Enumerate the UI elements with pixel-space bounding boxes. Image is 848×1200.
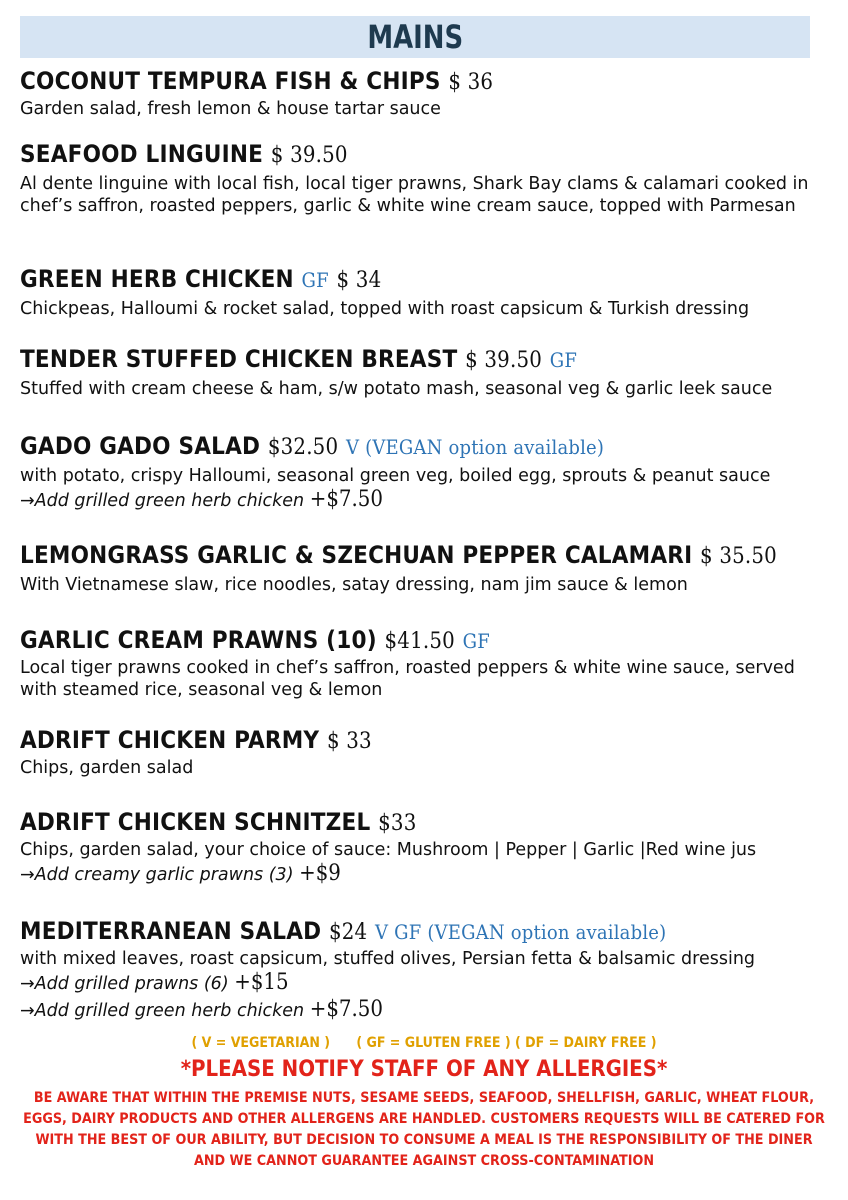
item-price: $41.50 [384, 629, 455, 654]
item-title: GADO GADO SALAD [20, 432, 261, 460]
item-title: ADRIFT CHICKEN PARMY [20, 726, 320, 754]
header-band [20, 16, 810, 58]
item-title: TENDER STUFFED CHICKEN BREAST [20, 345, 458, 373]
item-description: Al dente linguine with local fish, local tiger prawns, Shark Bay clams & calamari cooked in chef’s saffron, roasted peppers, garlic & white wine cream sauce, topped with Parmesan [20, 174, 809, 216]
dietary-tag: V (VEGAN option available) [345, 435, 605, 459]
menu-item-garlic-cream-prawns [20, 625, 830, 701]
menu-item-adrift-chicken-parmy [20, 725, 830, 779]
item-title: SEAFOOD LINGUINE [20, 140, 264, 168]
dietary-tag: GF [462, 629, 490, 653]
item-title: GREEN HERB CHICKEN [20, 265, 294, 293]
dietary-tag: GF [301, 268, 329, 292]
addon-text: →Add grilled prawns (6) [20, 974, 229, 994]
dietary-tag: GF [549, 348, 578, 372]
item-description: Chickpeas, Halloumi & rocket salad, topped with roast capsicum & Turkish dressing [20, 299, 750, 319]
menu-item-lemongrass-calamari [20, 540, 830, 596]
addon-price: +$9 [299, 861, 341, 886]
menu-item-green-herb-chicken [20, 264, 830, 320]
menu-item-coconut-tempura-fish [20, 66, 830, 120]
menu-item-tender-stuffed-chicken [20, 344, 830, 400]
menu-item-adrift-chicken-schnitzel [20, 807, 830, 888]
item-description: Local tiger prawns cooked in chef’s saffron, roasted peppers & white wine sauce, served with steamed rice, seasonal veg & lemon [20, 658, 795, 700]
item-description: With Vietnamese slaw, rice noodles, satay dressing, nam jim sauce & lemon [20, 575, 688, 595]
dietary-legend: ( V = VEGETARIAN ) ( GF = GLUTEN FREE ) ( DF = DAIRY FREE ) [191, 1035, 657, 1051]
menu-item-seafood-linguine [20, 139, 830, 217]
addon-line [20, 861, 830, 888]
item-price: $24 [328, 920, 368, 945]
addon-price: +$15 [234, 970, 289, 995]
allergy-notice-title: *PLEASE NOTIFY STAFF OF ANY ALLERGIES* [180, 1057, 668, 1082]
item-price: $32.50 [267, 435, 339, 460]
item-price: $ 35.50 [700, 544, 777, 569]
item-title: MEDITERRANEAN SALAD [20, 917, 322, 945]
item-price: $ 39.50 [465, 348, 543, 373]
item-description: Stuffed with cream cheese & ham, s/w potato mash, seasonal veg & garlic leek sauce [20, 379, 773, 399]
allergy-notice-text: BE AWARE THAT WITHIN THE PREMISE NUTS, SESAME SEEDS, SEAFOOD, SHELLFISH, GARLIC, WHEAT FLOUR, EGGS, DAIRY PRODUCTS AND OTHER ALLERGENS ARE HANDLED. CUSTOMERS REQUESTS WILL BE CATERED FOR WITH THE BEST OF OUR ABILITY, BUT DECISION TO CONSUME A MEAL IS THE RESPONSIBILITY OF THE DINER AND WE CANNOT GUARANTEE AGAINST CROSS-CONTAMINATION [23, 1090, 825, 1169]
addon-line [20, 970, 830, 997]
addon-text: →Add grilled green herb chicken [20, 1001, 305, 1021]
item-price: $ 34 [336, 268, 382, 293]
item-description: Garden salad, fresh lemon & house tartar sauce [20, 99, 441, 119]
item-title: COCONUT TEMPURA FISH & CHIPS [20, 67, 441, 95]
addon-text: →Add grilled green herb chicken [20, 491, 305, 511]
item-title: ADRIFT CHICKEN SCHNITZEL [20, 808, 371, 836]
item-title: GARLIC CREAM PRAWNS (10) [20, 626, 377, 654]
addon-price: +$7.50 [309, 997, 383, 1022]
addon-text: →Add creamy garlic prawns (3) [20, 865, 294, 885]
addon-price: +$7.50 [309, 487, 383, 512]
item-price: $ 36 [448, 70, 494, 95]
item-description: Chips, garden salad [20, 758, 194, 778]
page-title: MAINS [367, 18, 463, 56]
addon-line [20, 487, 830, 514]
item-price: $33 [378, 811, 417, 836]
menu-item-mediterranean-salad [20, 916, 830, 1024]
menu-item-gado-gado-salad [20, 431, 830, 514]
dietary-tag: V GF (VEGAN option available) [375, 920, 667, 944]
item-description: Chips, garden salad, your choice of sauce: Mushroom | Pepper | Garlic |Red wine jus [20, 840, 757, 860]
addon-line [20, 997, 830, 1024]
item-description: with mixed leaves, roast capsicum, stuffed olives, Persian fetta & balsamic dressing [20, 949, 756, 969]
item-title: LEMONGRASS GARLIC & SZECHUAN PEPPER CALAMARI [20, 541, 693, 569]
item-description: with potato, crispy Halloumi, seasonal green veg, boiled egg, sprouts & peanut sauce [20, 466, 771, 486]
item-price: $ 39.50 [270, 143, 348, 168]
item-price: $ 33 [326, 729, 372, 754]
